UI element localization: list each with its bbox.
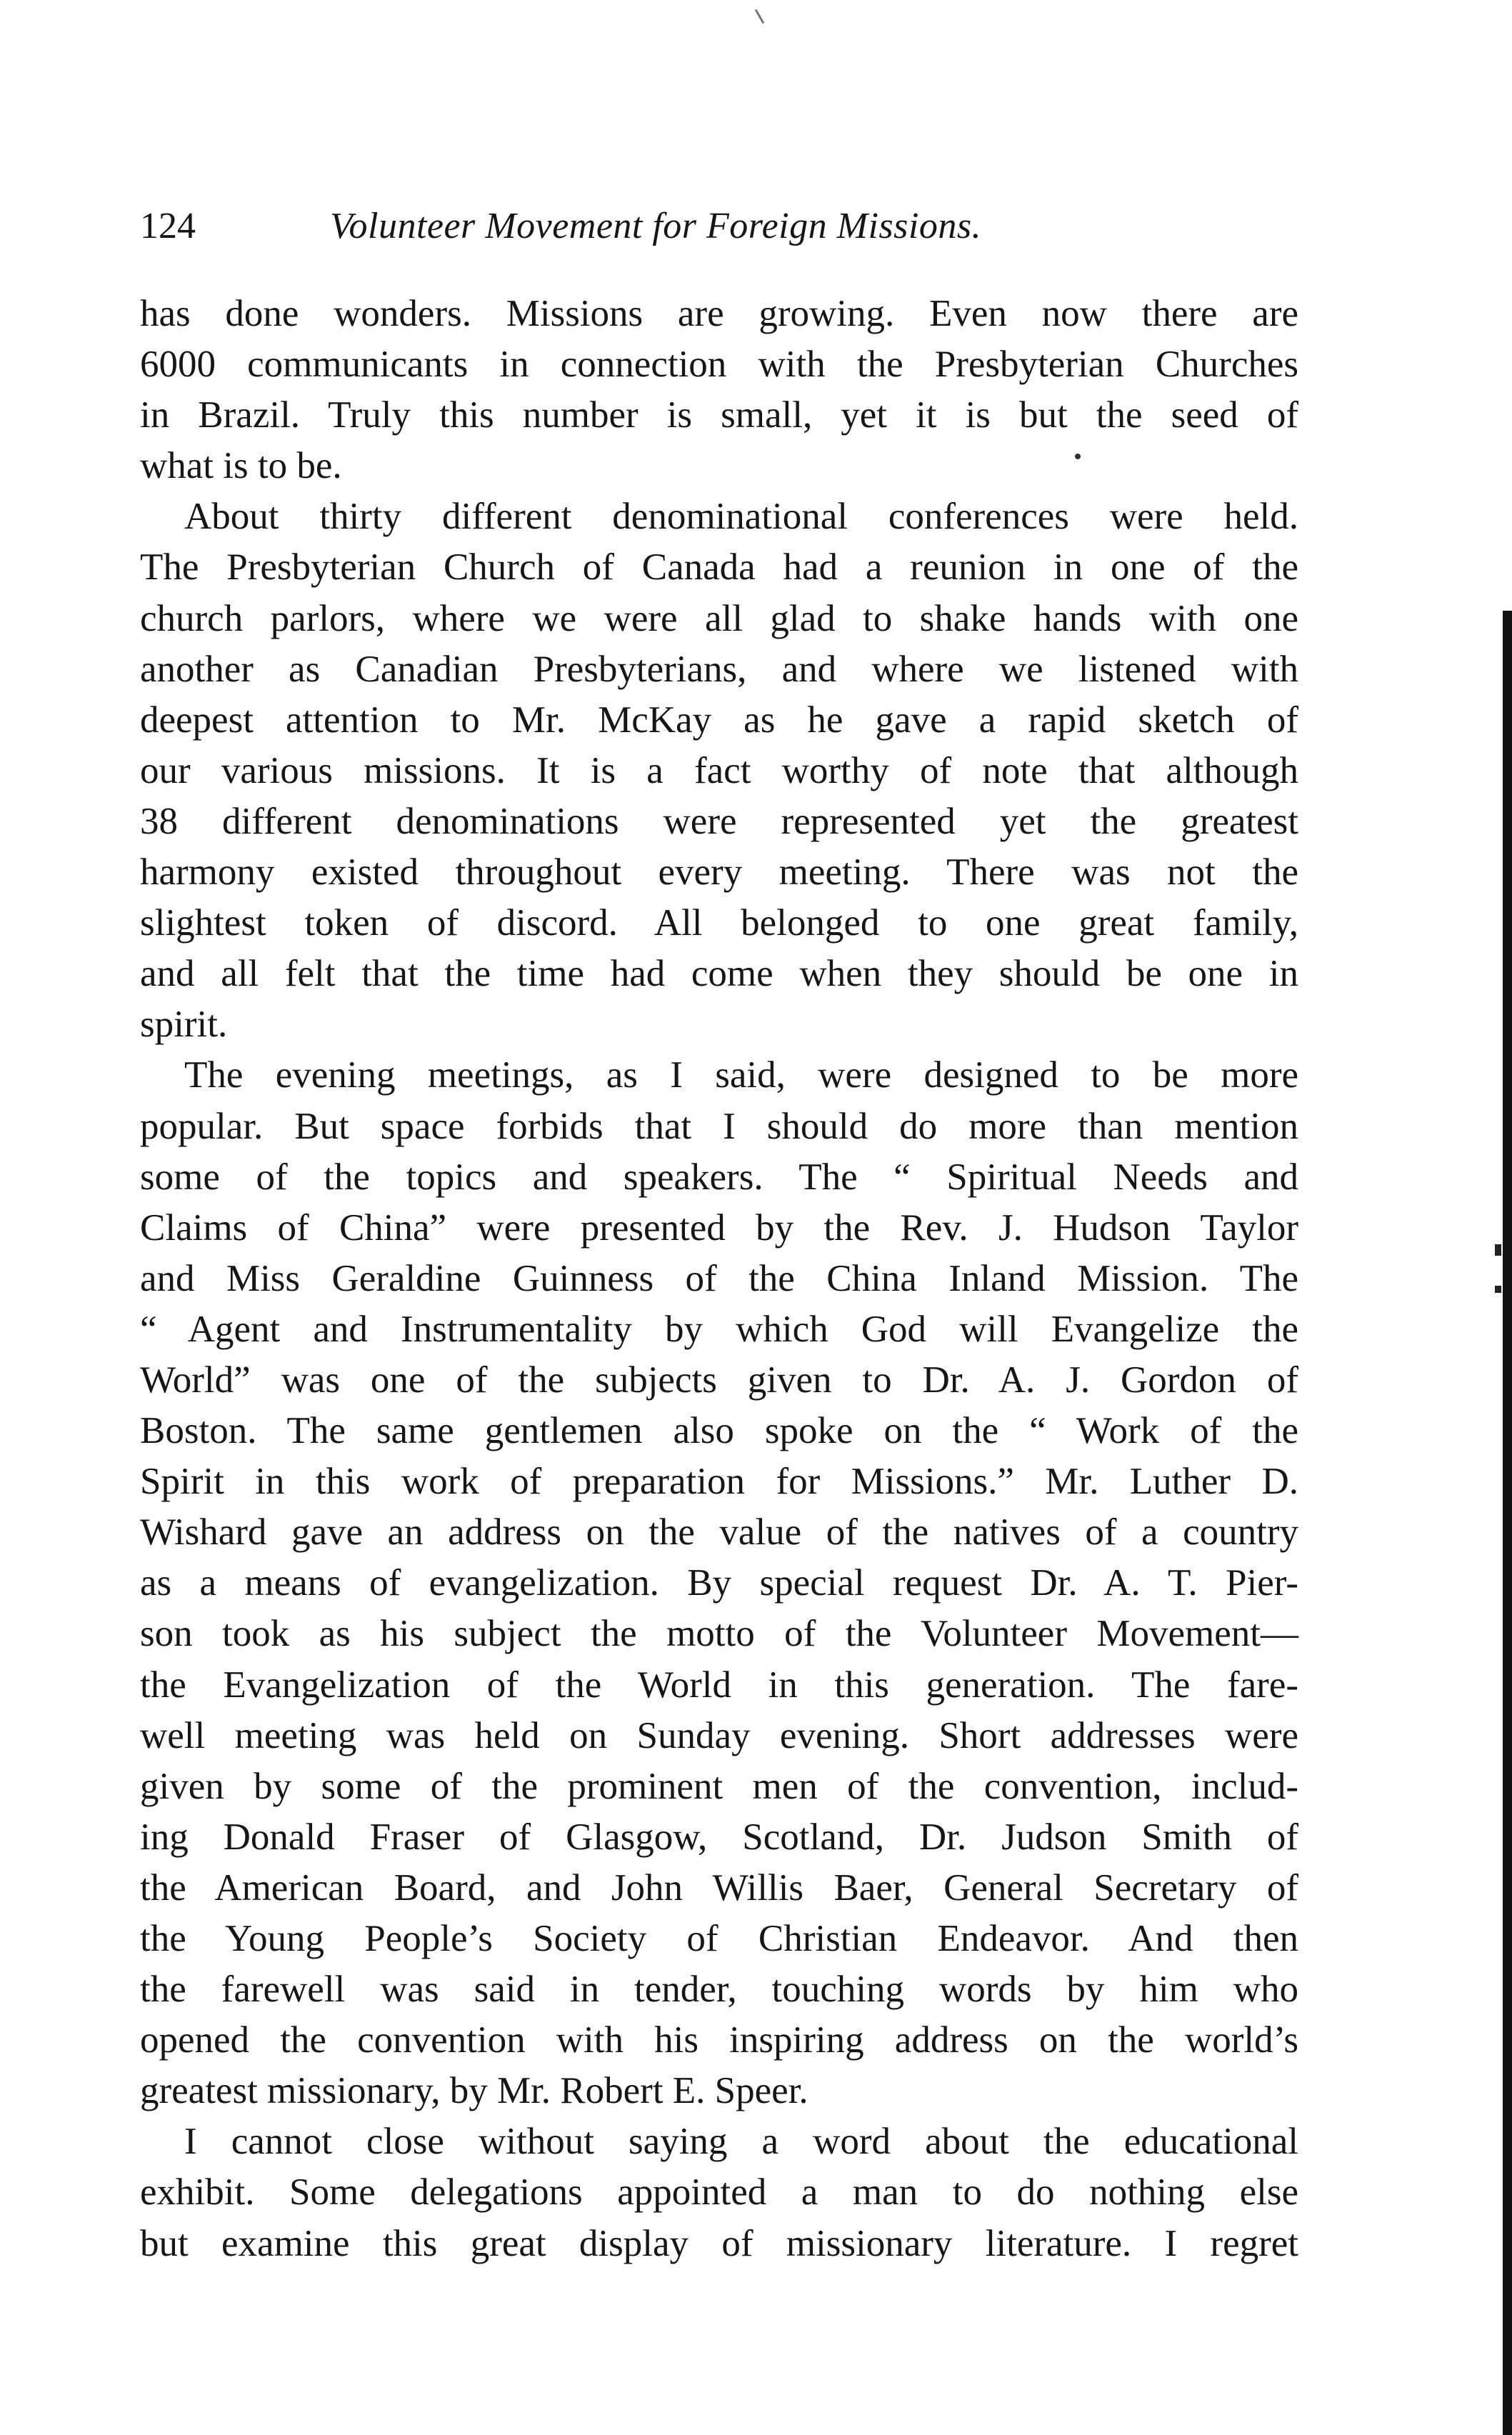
text-line: exhibit. Some delegations appointed a man to do nothing else	[140, 2171, 1298, 2214]
paragraph	[140, 1050, 1298, 2116]
scan-margin-mark	[1495, 1286, 1501, 1293]
text-line: but examine this great display of missionary literature. I regret	[140, 2222, 1298, 2264]
text-line: church parlors, where we were all glad to shake hands with one	[140, 597, 1298, 639]
text-line: another as Canadian Presbyterians, and where we listened with	[140, 648, 1298, 690]
text-line: Claims of China” were presented by the Rev. J. Hudson Taylor	[140, 1206, 1298, 1249]
scan-binding-shadow	[1503, 611, 1512, 2435]
text-line: ing Donald Fraser of Glasgow, Scotland, Dr. Judson Smith of	[140, 1816, 1298, 1858]
paragraph	[140, 289, 1298, 491]
text-line: I cannot close without saying a word about the educational	[184, 2121, 1298, 2163]
text-line: spirit.	[140, 1004, 228, 1046]
text-line: popular. But space forbids that I should do more than mention	[140, 1105, 1298, 1147]
scan-speck	[755, 9, 765, 24]
text-line: the farewell was said in tender, touching words by him who	[140, 1969, 1298, 2011]
body-text	[140, 289, 1298, 2269]
text-line: our various missions. It is a fact worthy of note that although	[140, 749, 1298, 791]
text-line: and all felt that the time had come when they should be one in	[140, 953, 1298, 995]
running-title: Volunteer Movement for Foreign Missions.	[330, 206, 982, 246]
text-line: greatest missionary, by Mr. Robert E. Speer.	[140, 2070, 808, 2112]
text-line: Spirit in this work of preparation for Missions.” Mr. Luther D.	[140, 1461, 1298, 1503]
text-line: harmony existed throughout every meeting. There was not the	[140, 851, 1298, 894]
text-line: Wishard gave an address on the value of the natives of a country	[140, 1511, 1298, 1554]
text-line: 6000 communicants in connection with the Presbyterian Churches	[140, 344, 1298, 386]
text-line: son took as his subject the motto of the Volunteer Movement—	[140, 1613, 1298, 1655]
paragraph	[140, 491, 1298, 1050]
page-header	[140, 201, 1297, 251]
text-line: Boston. The same gentlemen also spoke on the “ Work of the	[140, 1410, 1298, 1452]
scan-speck	[1075, 454, 1081, 459]
text-line: and Miss Geraldine Guinness of the China Inland Mission. The	[140, 1257, 1298, 1299]
text-line: the American Board, and John Willis Baer, General Secretary of	[140, 1866, 1298, 1909]
text-line: some of the topics and speakers. The “ Spiritual Needs and	[140, 1156, 1298, 1198]
text-line: About thirty different denominational conferences were held.	[184, 496, 1298, 538]
text-line: World” was one of the subjects given to Dr. A. J. Gordon of	[140, 1359, 1298, 1401]
text-line: has done wonders. Missions are growing. Even now there are	[140, 293, 1298, 334]
text-line: slightest token of discord. All belonged to one great family,	[140, 902, 1298, 944]
page-number: 124	[140, 206, 196, 246]
text-line: in Brazil. Truly this number is small, yet it is but the seed of	[140, 394, 1298, 436]
text-line: what is to be.	[140, 445, 342, 487]
text-line: deepest attention to Mr. McKay as he gave a rapid sketch of	[140, 699, 1298, 741]
text-line: as a means of evangelization. By special request Dr. A. T. Pier-	[140, 1562, 1298, 1604]
text-line: “ Agent and Instrumentality by which God will Evangelize the	[140, 1308, 1298, 1350]
text-line: opened the convention with his inspiring address on the world’s	[140, 2019, 1298, 2061]
paragraph	[140, 2116, 1298, 2269]
text-line: 38 different denominations were represented yet the greatest	[140, 800, 1298, 842]
text-line: the Evangelization of the World in this generation. The fare-	[140, 1664, 1298, 1706]
text-line: the Young People’s Society of Christian Endeavor. And then	[140, 1918, 1298, 1959]
text-line: The Presbyterian Church of Canada had a reunion in one of the	[140, 546, 1298, 589]
text-line: well meeting was held on Sunday evening. Short addresses were	[140, 1714, 1298, 1756]
scan-margin-mark	[1495, 1244, 1501, 1256]
text-line: The evening meetings, as I said, were designed to be more	[184, 1054, 1298, 1096]
text-line: given by some of the prominent men of the convention, includ-	[140, 1765, 1298, 1807]
